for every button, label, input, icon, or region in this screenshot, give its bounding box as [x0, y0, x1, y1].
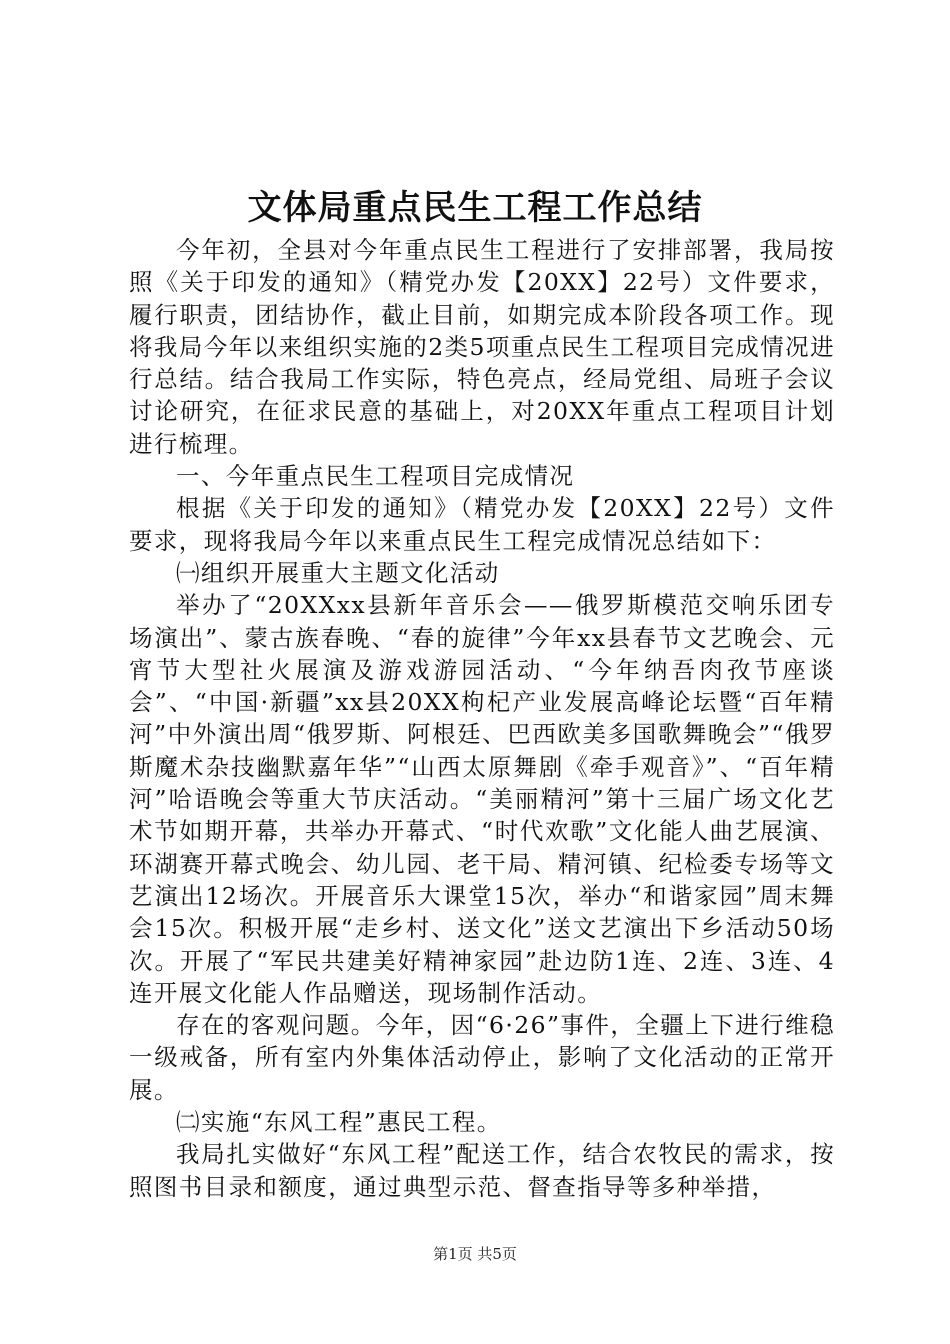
subsection-heading-2: ㈡实施“东风工程”惠民工程。: [176, 1108, 502, 1137]
paragraph-basis: 根据《关于印发的通知》（精党办发【20XX】22号）文件要求，现将我局今年以来重点民生工程完成情况总结如下：: [129, 494, 835, 555]
paragraph-intro: 今年初，全县对今年重点民生工程进行了安排部署，我局按照《关于印发的通知》（精党办发【20XX】22号）文件要求，履行职责，团结协作，截止目前，如期完成本阶段各项工作。现将我局今年以来组织实施的2类5项重点民生工程项目完成情况进行总结。结合我局工作实际，特色亮点，经局党组、局班子会议讨论研究，在征求民意的基础上，对20XX年重点工程项目计划进行梳理。: [129, 236, 835, 458]
document-body: [129, 234, 835, 1203]
page-footer: 第1页 共5页: [433, 1245, 517, 1263]
paragraph-dongfeng: 我局扎实做好“东风工程”配送工作，结合农牧民的需求，按照图书目录和额度，通过典型示范、督查指导等多种举措，: [129, 1140, 835, 1201]
paragraph-problems: 存在的客观问题。今年，因“6·26”事件，全疆上下进行维稳一级戒备，所有室内外集体活动停止，影响了文化活动的正常开展。: [129, 1011, 835, 1104]
paragraph-activities: 举办了“20XXxx县新年音乐会——俄罗斯模范交响乐团专场演出”、蒙古族春晚、“春的旋律”今年xx县春节文艺晚会、元宵节大型社火展演及游戏游园活动、“今年纳吾肉孜节座谈会”、“中国·新疆”xx县20XX枸杞产业发展高峰论坛暨“百年精河”中外演出周“俄罗斯、阿根廷、巴西欧美多国歌舞晚会”“俄罗斯魔术杂技幽默嘉年华”“山西太原舞剧《牵手观音》”、“百年精河”哈语晚会等重大节庆活动。“美丽精河”第十三届广场文化艺术节如期开幕，共举办开幕式、“时代欢歌”文化能人曲艺展演、环湖赛开幕式晚会、幼儿园、老干局、精河镇、纪检委专场等文艺演出12场次。开展音乐大课堂15次，举办“和谐家园”周末舞会15次。积极开展“走乡村、送文化”送文艺演出下乡活动50场次。开展了“军民共建美好精神家园”赴边防1连、2连、3连、4连开展文化能人作品赠送，现场制作活动。: [129, 591, 835, 1007]
section-heading-1: 一、今年重点民生工程项目完成情况: [176, 462, 575, 491]
document-title: 文体局重点民生工程工作总结: [247, 188, 703, 228]
subsection-heading-1: ㈠组织开展重大主题文化活动: [176, 558, 500, 587]
